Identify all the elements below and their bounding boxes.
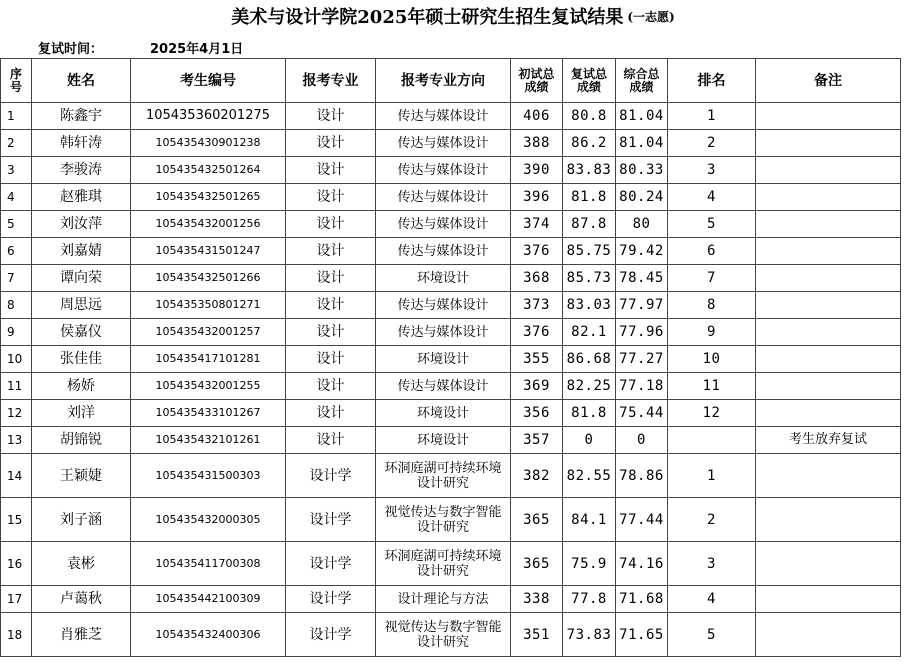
table-row [1, 184, 901, 211]
table-header-row [1, 59, 901, 103]
table-row [1, 427, 901, 454]
seq-cell: 7 [1, 265, 32, 292]
header-rank: 排名 [668, 59, 756, 103]
retest-score-cell: 87.8 [563, 211, 616, 238]
header-retest: 复试总成绩 [563, 59, 616, 103]
name-cell: 肖雅芝 [32, 613, 131, 657]
name-cell: 周思远 [32, 292, 131, 319]
page-title [0, 0, 906, 32]
initial-score-cell: 374 [511, 211, 563, 238]
name-cell: 胡锦锐 [32, 427, 131, 454]
header-seq: 序号 [1, 59, 32, 103]
direction-cell: 视觉传达与数字智能设计研究 [376, 613, 511, 657]
seq-cell: 9 [1, 319, 32, 346]
rank-cell: 4 [668, 184, 756, 211]
major-cell: 设计 [286, 211, 376, 238]
direction-cell: 环境设计 [376, 400, 511, 427]
initial-score-cell: 356 [511, 400, 563, 427]
table-row [1, 211, 901, 238]
major-cell: 设计 [286, 346, 376, 373]
table-row [1, 103, 901, 130]
name-cell: 刘子涵 [32, 498, 131, 542]
id-cell: 105435360201275 [131, 103, 286, 130]
name-cell: 杨娇 [32, 373, 131, 400]
retest-score-cell: 81.8 [563, 400, 616, 427]
name-cell: 刘汝萍 [32, 211, 131, 238]
initial-score-cell: 406 [511, 103, 563, 130]
header-note: 备注 [756, 59, 901, 103]
direction-cell: 传达与媒体设计 [376, 373, 511, 400]
results-table-area [0, 34, 906, 672]
retest-score-cell: 80.8 [563, 103, 616, 130]
table-row [1, 265, 901, 292]
id-cell: 105435432001255 [131, 373, 286, 400]
seq-cell: 10 [1, 346, 32, 373]
rank-cell: 12 [668, 400, 756, 427]
name-cell: 张佳佳 [32, 346, 131, 373]
major-cell: 设计 [286, 265, 376, 292]
title-main: 美术与设计学院2025年硕士研究生招生复试结果 [231, 7, 624, 28]
header-direction: 报考专业方向 [376, 59, 511, 103]
total-score-cell: 81.04 [616, 130, 668, 157]
major-cell: 设计 [286, 400, 376, 427]
seq-cell: 12 [1, 400, 32, 427]
note-cell [756, 319, 901, 346]
major-cell: 设计 [286, 157, 376, 184]
major-cell: 设计 [286, 292, 376, 319]
note-cell: 考生放弃复试 [756, 427, 901, 454]
major-cell: 设计学 [286, 586, 376, 613]
seq-cell: 18 [1, 613, 32, 657]
note-cell [756, 542, 901, 586]
total-score-cell: 77.44 [616, 498, 668, 542]
rank-cell: 7 [668, 265, 756, 292]
major-cell: 设计学 [286, 498, 376, 542]
table-row [1, 319, 901, 346]
rank-cell: 2 [668, 130, 756, 157]
seq-cell: 2 [1, 130, 32, 157]
total-score-cell: 77.18 [616, 373, 668, 400]
table-row [1, 373, 901, 400]
initial-score-cell: 369 [511, 373, 563, 400]
seq-cell: 6 [1, 238, 32, 265]
total-score-cell: 80 [616, 211, 668, 238]
rank-cell: 1 [668, 454, 756, 498]
rank-cell: 6 [668, 238, 756, 265]
total-score-cell: 78.86 [616, 454, 668, 498]
table-row [1, 454, 901, 498]
seq-cell: 13 [1, 427, 32, 454]
table-row [1, 498, 901, 542]
note-cell [756, 211, 901, 238]
direction-cell: 环洞庭湖可持续环境设计研究 [376, 542, 511, 586]
total-score-cell: 77.96 [616, 319, 668, 346]
table-row [1, 542, 901, 586]
direction-cell: 传达与媒体设计 [376, 103, 511, 130]
name-cell: 侯嘉仪 [32, 319, 131, 346]
rank-cell [668, 427, 756, 454]
total-score-cell: 77.27 [616, 346, 668, 373]
id-cell: 105435432001256 [131, 211, 286, 238]
retest-score-cell: 83.03 [563, 292, 616, 319]
major-cell: 设计 [286, 103, 376, 130]
name-cell: 陈鑫宇 [32, 103, 131, 130]
note-cell [756, 454, 901, 498]
rank-cell: 11 [668, 373, 756, 400]
name-cell: 赵雅琪 [32, 184, 131, 211]
initial-score-cell: 338 [511, 586, 563, 613]
direction-cell: 环洞庭湖可持续环境设计研究 [376, 454, 511, 498]
id-cell: 105435432000305 [131, 498, 286, 542]
total-score-cell: 77.97 [616, 292, 668, 319]
initial-score-cell: 355 [511, 346, 563, 373]
seq-cell: 15 [1, 498, 32, 542]
table-row [1, 400, 901, 427]
name-cell: 刘洋 [32, 400, 131, 427]
seq-cell: 14 [1, 454, 32, 498]
retest-score-cell: 0 [563, 427, 616, 454]
major-cell: 设计学 [286, 542, 376, 586]
note-cell [756, 292, 901, 319]
major-cell: 设计学 [286, 454, 376, 498]
initial-score-cell: 357 [511, 427, 563, 454]
total-score-cell: 75.44 [616, 400, 668, 427]
retest-score-cell: 86.68 [563, 346, 616, 373]
seq-cell: 5 [1, 211, 32, 238]
name-cell: 袁彬 [32, 542, 131, 586]
major-cell: 设计 [286, 427, 376, 454]
header-name: 姓名 [32, 59, 131, 103]
id-cell: 105435432400306 [131, 613, 286, 657]
major-cell: 设计 [286, 184, 376, 211]
rank-cell: 5 [668, 613, 756, 657]
id-cell: 105435432501266 [131, 265, 286, 292]
date-label: 复试时间： [38, 42, 104, 57]
initial-score-cell: 376 [511, 238, 563, 265]
major-cell: 设计 [286, 373, 376, 400]
name-cell: 韩轩涛 [32, 130, 131, 157]
major-cell: 设计 [286, 130, 376, 157]
id-cell: 105435432101261 [131, 427, 286, 454]
header-major: 报考专业 [286, 59, 376, 103]
id-cell: 105435442100309 [131, 586, 286, 613]
id-cell: 105435432001257 [131, 319, 286, 346]
direction-cell: 环境设计 [376, 346, 511, 373]
seq-cell: 1 [1, 103, 32, 130]
name-cell: 王颖婕 [32, 454, 131, 498]
note-cell [756, 157, 901, 184]
direction-cell: 设计理论与方法 [376, 586, 511, 613]
total-score-cell: 79.42 [616, 238, 668, 265]
initial-score-cell: 388 [511, 130, 563, 157]
direction-cell: 传达与媒体设计 [376, 292, 511, 319]
direction-cell: 传达与媒体设计 [376, 238, 511, 265]
note-cell [756, 103, 901, 130]
major-cell: 设计学 [286, 613, 376, 657]
direction-cell: 传达与媒体设计 [376, 319, 511, 346]
note-cell [756, 265, 901, 292]
note-cell [756, 373, 901, 400]
initial-score-cell: 365 [511, 498, 563, 542]
direction-cell: 视觉传达与数字智能设计研究 [376, 498, 511, 542]
initial-score-cell: 390 [511, 157, 563, 184]
note-cell [756, 238, 901, 265]
date-value: 2025年4月1日 [150, 42, 244, 57]
total-score-cell: 78.45 [616, 265, 668, 292]
id-cell: 105435432501264 [131, 157, 286, 184]
id-cell: 105435417101281 [131, 346, 286, 373]
rank-cell: 10 [668, 346, 756, 373]
note-cell [756, 130, 901, 157]
rank-cell: 8 [668, 292, 756, 319]
direction-cell: 传达与媒体设计 [376, 157, 511, 184]
id-cell: 105435432501265 [131, 184, 286, 211]
table-row [1, 157, 901, 184]
table-row [1, 613, 901, 657]
note-cell [756, 498, 901, 542]
direction-cell: 传达与媒体设计 [376, 184, 511, 211]
rank-cell: 4 [668, 586, 756, 613]
title-sub: (一志愿) [627, 9, 675, 24]
direction-cell: 传达与媒体设计 [376, 130, 511, 157]
rank-cell: 5 [668, 211, 756, 238]
rank-cell: 2 [668, 498, 756, 542]
id-cell: 105435431501247 [131, 238, 286, 265]
retest-score-cell: 82.25 [563, 373, 616, 400]
total-score-cell: 74.16 [616, 542, 668, 586]
seq-cell: 17 [1, 586, 32, 613]
total-score-cell: 71.65 [616, 613, 668, 657]
retest-score-cell: 73.83 [563, 613, 616, 657]
retest-score-cell: 85.75 [563, 238, 616, 265]
id-cell: 105435433101267 [131, 400, 286, 427]
major-cell: 设计 [286, 238, 376, 265]
table-row [1, 130, 901, 157]
header-initial: 初试总成绩 [511, 59, 563, 103]
results-table [0, 58, 901, 657]
total-score-cell: 0 [616, 427, 668, 454]
rank-cell: 1 [668, 103, 756, 130]
retest-score-cell: 85.73 [563, 265, 616, 292]
table-row [1, 238, 901, 265]
rank-cell: 3 [668, 542, 756, 586]
rank-cell: 3 [668, 157, 756, 184]
initial-score-cell: 396 [511, 184, 563, 211]
name-cell: 卢蔼秋 [32, 586, 131, 613]
header-id: 考生编号 [131, 59, 286, 103]
id-cell: 105435431500303 [131, 454, 286, 498]
retest-score-cell: 82.55 [563, 454, 616, 498]
initial-score-cell: 351 [511, 613, 563, 657]
retest-score-cell: 81.8 [563, 184, 616, 211]
retest-score-cell: 77.8 [563, 586, 616, 613]
seq-cell: 4 [1, 184, 32, 211]
total-score-cell: 81.04 [616, 103, 668, 130]
direction-cell: 传达与媒体设计 [376, 211, 511, 238]
retest-score-cell: 82.1 [563, 319, 616, 346]
total-score-cell: 71.68 [616, 586, 668, 613]
header-total: 综合总成绩 [616, 59, 668, 103]
table-row [1, 292, 901, 319]
seq-cell: 8 [1, 292, 32, 319]
retest-score-cell: 86.2 [563, 130, 616, 157]
direction-cell: 环境设计 [376, 265, 511, 292]
direction-cell: 环境设计 [376, 427, 511, 454]
initial-score-cell: 365 [511, 542, 563, 586]
id-cell: 105435411700308 [131, 542, 286, 586]
rank-cell: 9 [668, 319, 756, 346]
total-score-cell: 80.33 [616, 157, 668, 184]
note-cell [756, 184, 901, 211]
total-score-cell: 80.24 [616, 184, 668, 211]
id-cell: 105435350801271 [131, 292, 286, 319]
retest-score-cell: 83.83 [563, 157, 616, 184]
retest-score-cell: 75.9 [563, 542, 616, 586]
name-cell: 李骏涛 [32, 157, 131, 184]
id-cell: 105435430901238 [131, 130, 286, 157]
major-cell: 设计 [286, 319, 376, 346]
seq-cell: 3 [1, 157, 32, 184]
note-cell [756, 400, 901, 427]
retest-score-cell: 84.1 [563, 498, 616, 542]
seq-cell: 11 [1, 373, 32, 400]
note-cell [756, 613, 901, 657]
name-cell: 刘嘉婧 [32, 238, 131, 265]
initial-score-cell: 373 [511, 292, 563, 319]
initial-score-cell: 368 [511, 265, 563, 292]
table-row [1, 346, 901, 373]
initial-score-cell: 376 [511, 319, 563, 346]
seq-cell: 16 [1, 542, 32, 586]
name-cell: 谭向荣 [32, 265, 131, 292]
note-cell [756, 346, 901, 373]
table-row [1, 586, 901, 613]
initial-score-cell: 382 [511, 454, 563, 498]
note-cell [756, 586, 901, 613]
